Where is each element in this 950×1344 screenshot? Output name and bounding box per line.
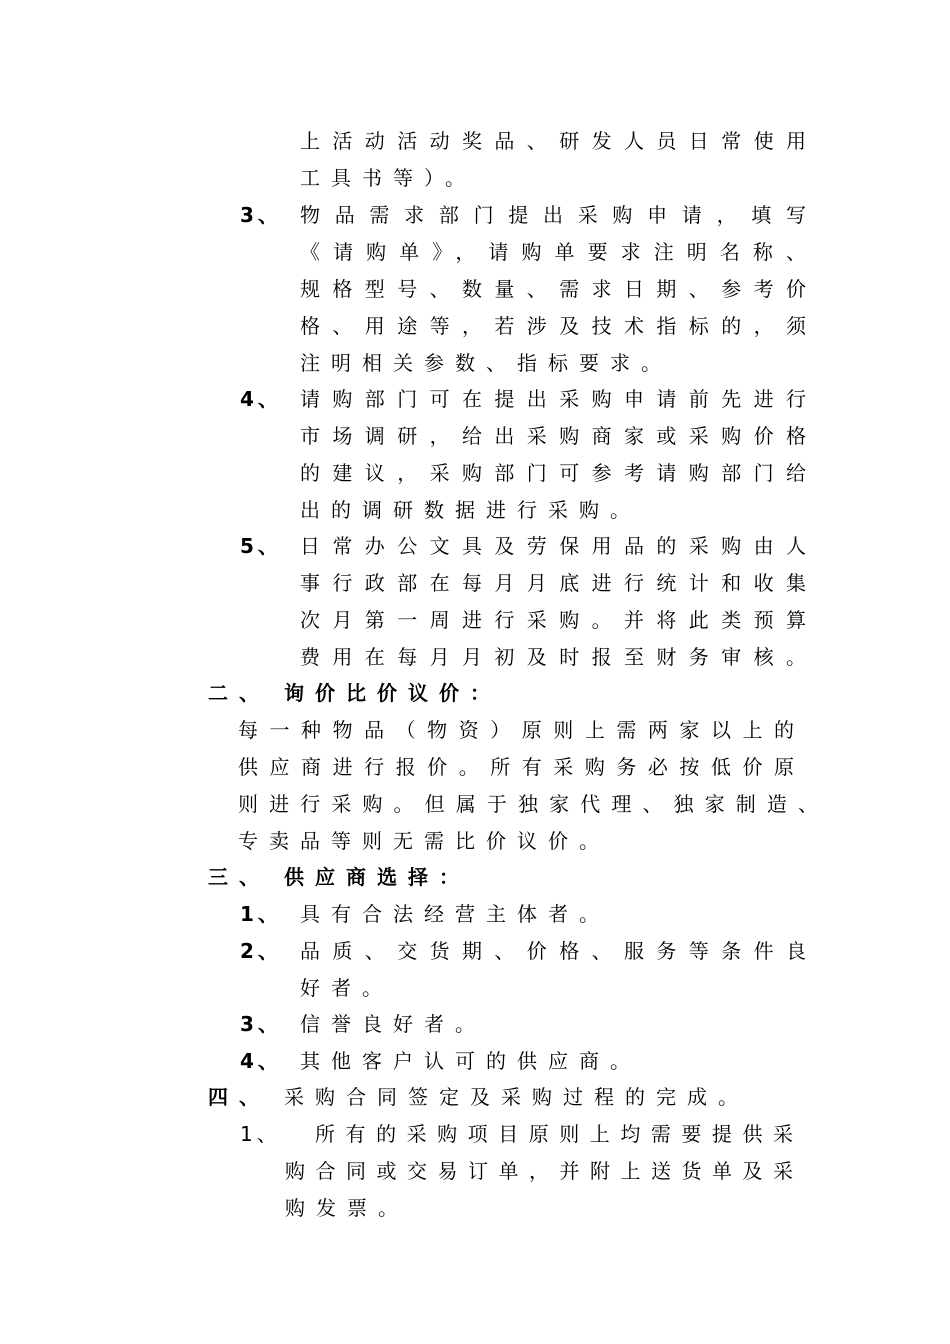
section-4-number: 四、 <box>208 1085 270 1109</box>
section-3-item-1-number: 1、 <box>240 902 282 926</box>
section-4-item-1-line-3: 购发票。 <box>285 1196 409 1220</box>
item-5-line-4: 费用在每月月初及时报至财务审核。 <box>300 645 806 669</box>
item-5-line-1: 日常办公文具及劳保用品的采购由人 <box>300 534 806 558</box>
section-4-heading <box>208 1083 749 1111</box>
section-3-item-2-line-1: 品质、交货期、价格、服务等条件良 <box>300 939 806 963</box>
item-4-number: 4、 <box>240 387 282 411</box>
section-2-number: 二、 <box>208 681 270 705</box>
item-3-line-5: 注明相关参数、指标要求。 <box>300 351 672 375</box>
item-5-line-3: 次月第一周进行采购。并将此类预算 <box>300 608 806 632</box>
section-3-item-4-number: 4、 <box>240 1049 282 1073</box>
item-4-line-4: 出的调研数据进行采购。 <box>300 498 641 522</box>
section-4-item-1-line-1: 所有的采购项目原则上均需要提供采 <box>315 1122 793 1146</box>
section-2-heading <box>208 679 501 707</box>
section-3-number: 三、 <box>208 865 270 889</box>
item-4-line-1: 请购部门可在提出采购申请前先进行 <box>300 387 806 411</box>
section-4-title: 采购合同签定及采购过程的完成。 <box>284 1085 749 1109</box>
item-3-line-1: 物品需求部门提出采购申请，填写 <box>300 203 806 227</box>
intro-tail-line-1: 上活动活动奖品、研发人员日常使用 <box>300 129 806 153</box>
item-3-line-2: 《请购单》，请购单要求注明名称、 <box>300 240 806 264</box>
section-4-item-1-line-2: 购合同或交易订单，并附上送货单及采 <box>285 1159 793 1183</box>
section-3-item-3-line-1: 信誉良好者。 <box>300 1012 486 1036</box>
section-3-item-2-number: 2、 <box>240 939 282 963</box>
intro-tail-line-2: 工具书等）。 <box>300 166 476 190</box>
section-3-item-1-line-1: 具有合法经营主体者。 <box>300 902 610 926</box>
item-5-number: 5、 <box>240 534 282 558</box>
section-3-item-2-line-2: 好者。 <box>300 976 393 1000</box>
section-2-title: 询价比价议价： <box>284 681 501 705</box>
item-3-number: 3、 <box>240 203 282 227</box>
section-3-item-4-line-1: 其他客户认可的供应商。 <box>300 1049 641 1073</box>
item-4-line-2: 市场调研，给出采购商家或采购价格 <box>300 424 806 448</box>
item-4-line-3: 的建议，采购部门可参考请购部门给 <box>300 461 806 485</box>
section-2-line-1: 每一种物品（物资）原则上需两家以上的 <box>238 718 794 742</box>
section-4-item-1-number: 1、 <box>240 1122 281 1146</box>
item-5-line-2: 事行政部在每月月底进行统计和收集 <box>300 571 806 595</box>
section-3-title: 供应商选择： <box>284 865 470 889</box>
section-2-line-2: 供应商进行报价。所有采购务必按低价原 <box>238 755 794 779</box>
item-3-line-3: 规格型号、数量、需求日期、参考价 <box>300 277 806 301</box>
section-2-line-4: 专卖品等则无需比价议价。 <box>238 829 610 853</box>
section-3-item-3-number: 3、 <box>240 1012 282 1036</box>
item-3-line-4: 格、用途等，若涉及技术指标的，须 <box>300 314 806 338</box>
section-2-line-3: 则进行采购。但属于独家代理、独家制造、 <box>238 792 818 816</box>
section-3-heading <box>208 863 470 891</box>
